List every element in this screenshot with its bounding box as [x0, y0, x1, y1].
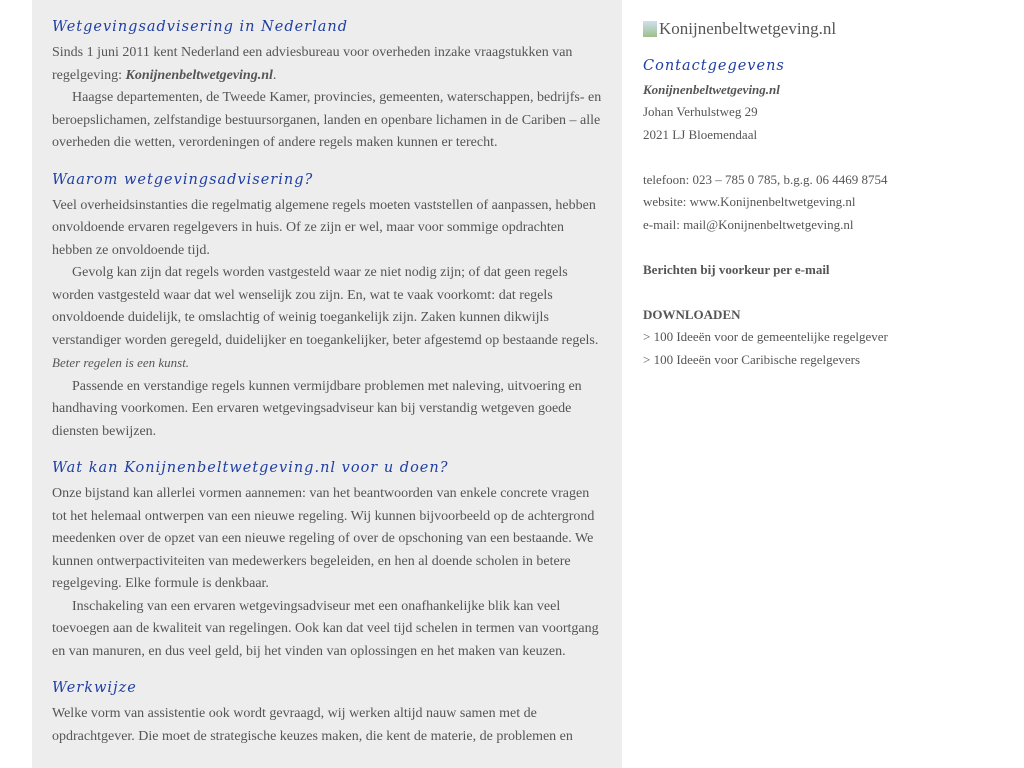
paragraph: [52, 262, 604, 376]
text: Gevolg kan zijn dat regels worden vastgesteld waar ze niet nodig zijn; of dat geen regels worden vastgesteld waar dat wel wenselijk zou zijn. En, wat te vaak voorkomt: dat regels onvoldoende duidelijk, te omslachtig of weinig toegankelijk zijn. Zaken kunnen dikwijls verstandiger worden geregeld, duidelijker en toegankelijker, beter afgestemd op bestaande regels.: [52, 265, 599, 348]
heading-intro: Wetgevingsadvisering in Nederland: [52, 19, 349, 35]
heading-contact: Contactgegevens: [643, 57, 785, 74]
brand-name: Konijnenbeltwetgeving.nl: [125, 67, 273, 83]
download-link-caribisch[interactable]: > 100 Ideeën voor Caribische regelgevers: [643, 351, 861, 367]
section-why: [52, 169, 602, 444]
contact-phone: telefoon: 023 – 785 0 785, b.g.g. 06 4469 8754: [643, 171, 888, 187]
heading-what: Wat kan Konijnenbeltwetgeving.nl voor u doen?: [52, 460, 449, 476]
section-method: [52, 677, 602, 748]
logo-image: [643, 18, 943, 41]
paragraph: Passende en verstandige regels kunnen vermijdbare problemen met naleving, uitvoering en handhaving voorkomen. Een ervaren wetgevingsadviseur kan bij verstandig wetgeven goede diensten bewijzen.: [52, 378, 582, 439]
contact-city: 2021 LJ Bloemendaal: [643, 126, 758, 142]
paragraph: [52, 42, 604, 87]
paragraph: Welke vorm van assistentie ook wordt gevraagd, wij werken altijd nauw samen met de opdrachtgever. Die moet de strategische keuzes maken, die kent de materie, de problemen en: [52, 706, 573, 744]
paragraph: Veel overheidsinstanties die regelmatig algemene regels moeten vaststellen of aanpassen, hebben onvoldoende ervaren regelgevers in huis. Of ze zijn er wel, maar voor sommige opdrachten hebben ze onvoldoende tijd.: [52, 197, 596, 258]
contact-website[interactable]: website: www.Konijnenbeltwetgeving.nl: [643, 194, 856, 209]
motto: Beter regelen is een kunst.: [52, 355, 190, 370]
contact-street: Johan Verhulstweg 29: [643, 104, 758, 119]
section-what: [52, 457, 602, 663]
paragraph: Inschakeling van een ervaren wetgevingsadviseur met een onafhankelijke blik kan veel toevoegen aan de kwaliteit van regelingen. Ook kan dat veel tijd schelen in termen van voortgang en van manuren, en dus veel geld, bij het vinden van oplossingen en het maken van keuzen.: [52, 598, 599, 659]
sidebar: [643, 18, 943, 371]
text: Sinds 1 juni 2011 kent Nederland een adviesbureau voor overheden inzake vraagstukken van regelgeving:: [52, 45, 573, 83]
logo-alt-text: Konijnenbeltwetgeving.nl: [659, 19, 837, 38]
main-content: [32, 0, 622, 768]
contact-email[interactable]: e-mail: mail@Konijnenbeltwetgeving.nl: [643, 216, 854, 232]
broken-image-icon: [643, 21, 657, 37]
paragraph: Onze bijstand kan allerlei vormen aannemen: van het beantwoorden van enkele concrete vragen tot het helemaal ontwerpen van een nieuwe regeling. Wij kunnen bijvoorbeeld op de achtergrond meedenken over de opzet van een nieuwe regeling of over de opschoning van een bestaande. We kunnen ontwerpactiviteiten van medewerkers begeleiden, en hen al doende scholen in betere regelgeving. Elke formule is denkbaar.: [52, 486, 595, 591]
heading-method: Werkwijze: [52, 680, 137, 696]
section-intro: [52, 16, 602, 155]
paragraph: Haagse departementen, de Tweede Kamer, provincies, gemeenten, waterschappen, bedrijfs- en beroepslichamen, zelfstandige bestuursorganen, landen en openbare lichamen in de Cariben – alle overheden die wetten, verordeningen of andere regels maken kunnen er terecht.: [52, 90, 602, 150]
contact-name: Konijnenbeltwetgeving.nl: [643, 81, 780, 97]
heading-why: Waarom wetgevingsadvisering?: [52, 171, 314, 188]
downloads-title: DOWNLOADEN: [643, 306, 741, 322]
download-link-gemeentelijk[interactable]: > 100 Ideeën voor de gemeentelijke regelgever: [643, 329, 888, 344]
text: .: [272, 67, 277, 83]
contact-note: Berichten bij voorkeur per e-mail: [643, 261, 830, 277]
